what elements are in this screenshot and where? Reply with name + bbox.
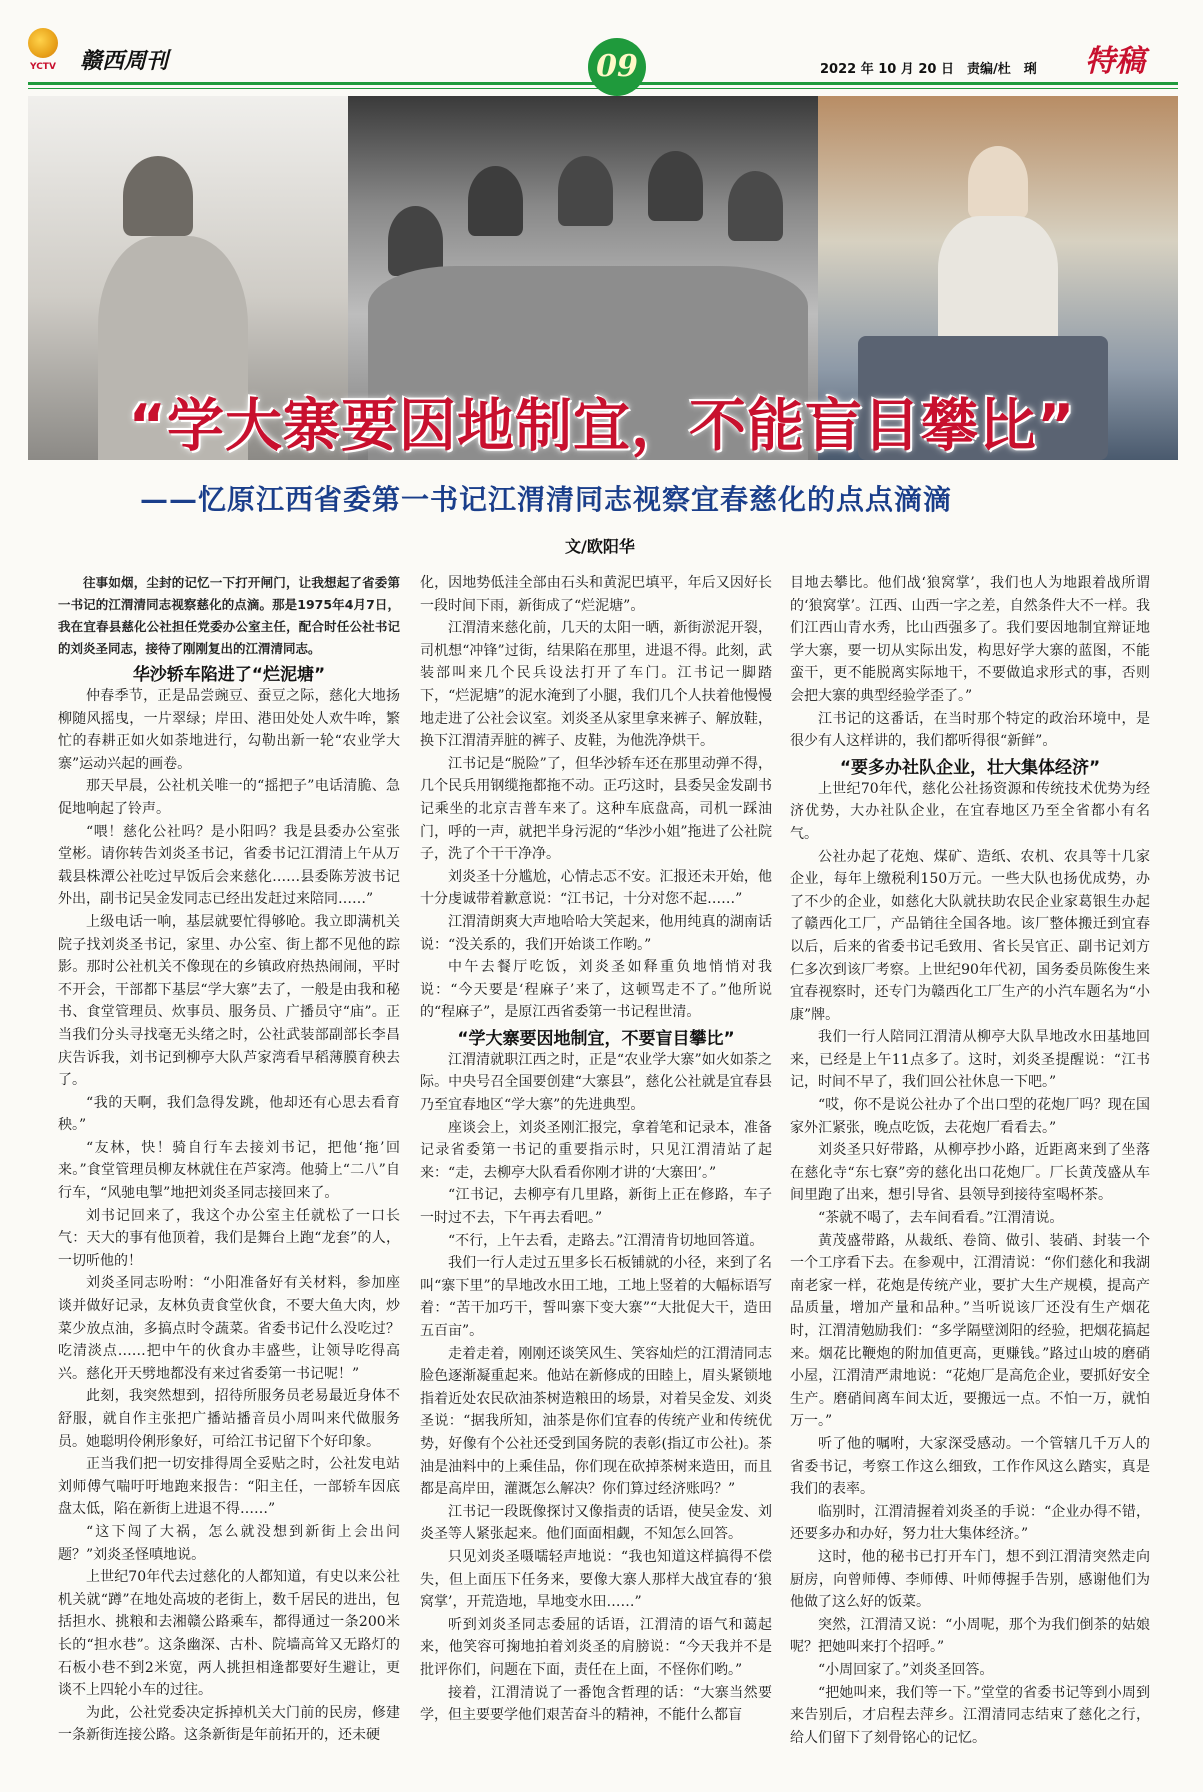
paragraph: 上世纪70年代，慈化公社扬资源和传统技术优势为经济优势，大办社队企业，在宜春地区乃至全省都小有名气。 [790, 780, 1150, 842]
figure-head-icon [468, 166, 523, 236]
paragraph: 江渭清就职江西之时，正是“农业学大寨”如火如荼之际。中央号召全国要创建“大寨县”，慈化公社就是宜春县乃至宜春地区“学大寨”的先进典型。 [420, 1051, 772, 1114]
intro-paragraph: 往事如烟，尘封的记忆一下打开闸门，让我想起了省委第一书记的江渭清同志视察慈化的点滴。那是1975年4月7日，我在宜春县慈化公社担任党委办公室主任，配合时任公社书记的刘炎圣同志，接待了刚刚复出的江渭清同志。 [58, 575, 400, 656]
paragraph: 突然，江渭清又说：“小周呢，那个为我们倒茶的姑娘呢？把她叫来打个招呼。” [790, 1616, 1150, 1656]
paper-name: 赣西周刊 [80, 48, 169, 74]
paragraph: 为此，公社党委决定拆掉机关大门前的民房，修建一条新街连接公路。这条新街是年前拓开的，还未硬 [58, 1704, 400, 1744]
article-column-1 [58, 572, 400, 1747]
figure-head-icon [558, 156, 613, 226]
paragraph: “把她叫来，我们等一下。”堂堂的省委书记等到小周到来告别后，才启程去萍乡。江渭清同志结束了慈化之行，给人们留下了刻骨铭心的记忆。 [790, 1684, 1150, 1746]
paragraph: “我的天啊，我们急得发跳，他却还有心思去看育秧。” [58, 1094, 400, 1134]
paragraph: 江书记的这番话，在当时那个特定的政治环境中，是很少有人这样讲的，我们都听得很“新鲜”。 [790, 710, 1150, 750]
paragraph: 我们一行人走过五里多长石板铺就的小径，来到了名叫“寨下里”的旱地改水田工地，工地上竖着的大幅标语写着：“苦干加巧干，誓叫寨下变大寨”“大批促大干，造田五百亩”。 [420, 1255, 772, 1339]
paragraph: “哎，你不是说公社办了个出口型的花炮厂吗？现在国家外汇紧张，晚点吃饭，去花炮厂看看去。” [790, 1097, 1150, 1136]
paragraph: 江书记是“脱险”了，但华沙轿车还在那里动弹不得，几个民兵用钢缆拖都拖不动。正巧这时，县委吴金发副书记乘坐的北京吉普车来了。这种车底盘高，司机一踩油门，呼的一声，就把半身污泥的“华沙小姐”拖进了公社院子，洗了个干干净净。 [420, 755, 772, 863]
paragraph: 那天早晨，公社机关唯一的“摇把子”电话清脆、急促地响起了铃声。 [58, 778, 400, 817]
article-column-2 [420, 572, 772, 1727]
paragraph: 这时，他的秘书已打开车门，想不到江渭清突然走向厨房，向曾师傅、李师傅、叶师傅握手告别，感谢他们为他做了这么好的饭菜。 [790, 1548, 1150, 1611]
paragraph: 刘炎圣十分尴尬，心情忐忑不安。汇报还未开始，他十分虔诚带着歉意说：“江书记，十分对您不起……” [420, 868, 772, 908]
section-heading-1: 华沙轿车陷进了“烂泥塘” [132, 665, 326, 685]
paragraph: 江渭清朗爽大声地哈哈大笑起来，他用纯真的湖南话说：“没关系的，我们开始谈工作哟。” [420, 913, 772, 953]
paragraph: 上级电话一响，基层就要忙得够呛。我立即满机关院子找刘炎圣书记，家里、办公室、街上都不见他的踪影。那时公社机关不像现在的乡镇政府热热闹闹，平时不开会，干部都下基层“学大寨”去了，一般是由我和秘书、食堂管理员、炊事员、服务员、广播员守“庙”。正当我们分头寻找毫无头绪之时，公社武装部副部长李昌庆告诉我，刘书记到柳亭大队芦家湾看早稻薄膜育秧去了。 [58, 913, 400, 1089]
paragraph: “不行，上午去看，走路去。”江渭清肯切地回答道。 [448, 1232, 764, 1249]
paragraph: “友林，快！骑自行车去接刘书记，把他‘拖’回来。”食堂管理员柳友林就住在芦家湾。他骑上“二八”自行车，“风驰电掣”地把刘炎圣同志接回来了。 [58, 1139, 400, 1202]
paragraph: “小周回家了。”刘炎圣回答。 [818, 1661, 994, 1678]
paragraph: 江渭清来慈化前，几天的太阳一晒，新街淤泥开裂，司机想“冲锋”过街，结果陷在那里，进退不得。此刻，武装部叫来几个民兵设法打开了车门。江书记一脚踏下，“烂泥塘”的泥水淹到了小腿，我们几个人扶着他慢慢地走进了公社会议室。刘炎圣从家里拿来裤子、解放鞋，换下江渭清弄脏的裤子、皮鞋，为他洗净烘干。 [420, 620, 772, 750]
paragraph: 化，因地势低洼全部由石头和黄泥巴填平，年后又因好长一段时间下雨，新街成了“烂泥塘”。 [420, 575, 772, 614]
section-heading-2: “学大寨要因地制宜，不要盲目攀比” [457, 1028, 735, 1049]
page-number-badge: 09 [588, 38, 646, 96]
subheadline: ——忆原江西省委第一书记江渭清同志视察宜春慈化的点点滴滴 [140, 483, 953, 516]
paragraph: 上世纪70年代去过慈化的人都知道，有史以来公社机关就“蹲”在地处高坡的老街上，数千居民的进出，包括担水、挑粮和去湘赣公路乘车，都得通过一条200米长的“担水巷”。这条幽深、古朴、院墙高耸又无路灯的石板小巷不到2米宽，两人挑担相逢都要好生避让，更谈不上四轮小车的过往。 [58, 1569, 400, 1699]
paragraph: “喂！慈化公社吗？是小阳吗？我是县委办公室张堂彬。请你转告刘炎圣书记，省委书记江渭清上午从万载县株潭公社吃过早饭后会来慈化……县委陈芳波书记外出，副书记吴金发同志已经出发赶过来陪同……” [58, 823, 400, 908]
paragraph: 座谈会上，刘炎圣刚汇报完，拿着笔和记录本，准备记录省委第一书记的重要指示时，只见江渭清站了起来：“走，去柳亭大队看看你刚才讲的‘大寨田’。” [420, 1119, 772, 1181]
paragraph: 江书记一段既像探讨又像指责的话语，使吴金发、刘炎圣等人紧张起来。他们面面相觑，不知怎么回答。 [420, 1503, 772, 1543]
paragraph: 中午去餐厅吃饭，刘炎圣如释重负地悄悄对我说：“今天要是‘程麻子’来了，这顿骂走不了。”他所说的“程麻子”，是原江西省委第一书记程世清。 [420, 959, 772, 1021]
paragraph: 听了他的嘱咐，大家深受感动。一个管辖几千万人的省委书记，考察工作这么细致，工作作风这么踏实，真是我们的表率。 [790, 1435, 1150, 1498]
section-heading-3: “要多办社队企业，壮大集体经济” [839, 757, 1101, 778]
article-column-3 [790, 572, 1150, 1749]
paragraph: 刘炎圣只好带路，从柳亭抄小路，近距离来到了坐落在慈化寺“东七寮”旁的慈化出口花炮厂。厂长黄茂盛从车间里跑了出来，想引导省、县领导到接待室喝杯茶。 [790, 1142, 1150, 1204]
paragraph: 临别时，江渭清握着刘炎圣的手说：“企业办得不错，还要多办和办好，努力壮大集体经济。” [790, 1503, 1150, 1543]
paragraph: 正当我们把一切安排得周全妥贴之时，公社发电站刘师傅气喘吁吁地跑来报告：“阳主任，一部轿车因底盘太低，陷在新街上进退不得……” [58, 1456, 400, 1518]
paragraph: 走着走着，刚刚还谈笑风生、笑容灿烂的江渭清同志脸色逐渐凝重起来。他站在新修成的田睦上，眉头紧锁地指着近处农民砍油茶树造粮田的场景，对着吴金发、刘炎圣说：“据我所知，油茶是你们宜春的传统产业和传统优势，好像有个公社还受到国务院的表彰(指辽市公社)。茶油是油料中的上乘佳品，你们现在砍掉茶树来造田，而且都是高岸田，灌溉怎么解决？你们算过经济账吗？” [420, 1345, 772, 1498]
masthead [0, 0, 1203, 86]
yctv-logo-icon [28, 28, 58, 58]
paragraph: 刘书记回来了，我这个办公室主任就松了一口长气：天大的事有他顶着，我们是舞台上跑“龙套”的人，一切听他的！ [58, 1207, 400, 1269]
section-tag: 特稿 [1085, 44, 1145, 79]
paragraph: 目地去攀比。他们战‘狼窝掌’，我们也人为地跟着战所谓的‘狼窝掌’。江西、山西一字之差，自然条件大不一样。我们江西山青水秀，比山西强多了。我们要因地制宜辩证地学大寨，要一切从实际出发，构思好学大寨的蓝图，不能蛮干，更不能脱离实际地干，不要做追求形式的事，否则会把大寨的典型经验学歪了。” [790, 575, 1150, 704]
paragraph: 只见刘炎圣嗫嚅轻声地说：“我也知道这样搞得不偿失，但上面压下任务来，要像大寨人那样大战宜春的‘狼窝掌’，开荒造地，旱地变水田……” [420, 1548, 772, 1611]
date-editor-line: 2022 年 10 月 20 日 责编/杜 琍 [820, 62, 1037, 77]
paragraph: 公社办起了花炮、煤矿、造纸、农机、农具等十几家企业，每年上缴税利150万元。一些大队也扬优成势，办了不少的企业，如慈化大队就扶助农民企业家葛银生办起了赣西化工厂，产品销往全国各地。该厂整体搬迁到宜春以后，后来的省委书记毛致用、省长吴官正、副书记刘方仁多次到该厂考察。上世纪90年代初，国务委员陈俊生来宜春视察时，还专门为赣西化工厂生产的小汽车题名为“小康”牌。 [790, 848, 1150, 1023]
figure-head-icon [728, 171, 783, 241]
paragraph: 黄茂盛带路，从裁纸、卷筒、做引、装硝、封装一个一个工序看下去。在参观中，江渭清说：“你们慈化和我湖南老家一样，花炮是传统产业，要扩大生产规模，提高产品质量，增加产量和品种。”当听说该厂还没有生产烟花时，江渭清勉励我们：“多学隔壁浏阳的经验，把烟花搞起来。烟花比鞭炮的附加值更高，更赚钱。”路过山坡的磨硝小屋，江渭清严肃地说：“花炮厂是高危企业，要抓好安全生产。磨硝间离车间太近，要搬远一点。不怕一万，就怕万一。” [790, 1232, 1150, 1430]
headline: “学大寨要因地制宜，不能盲目攀比” [128, 393, 1076, 459]
figure-head-icon [968, 146, 1028, 218]
paragraph: “这下闯了大祸，怎么就没想到新街上会出问题？”刘炎圣怪嗔地说。 [58, 1523, 400, 1563]
paragraph: “江书记，去柳亭有几里路，新街上正在修路，车子一时过不去，下午再去看吧。” [420, 1187, 772, 1227]
paragraph: “茶就不喝了，去车间看看。”江渭清说。 [818, 1210, 1064, 1227]
paragraph: 我们一行人陪同江渭清从柳亭大队旱地改水田基地回来，已经是上午11点多了。这时，刘炎圣提醒说：“江书记，时间不早了，我们回公社休息一下吧。” [790, 1029, 1150, 1091]
figure-head-icon [123, 156, 193, 236]
paragraph: 刘炎圣同志吩咐：“小阳准备好有关材料，参加座谈并做好记录，友林负责食堂伙食，不要大鱼大肉，炒菜少放点油，多搞点时令蔬菜。省委书记什么没吃过？吃清淡点……把中午的伙食办丰盛些，让领导吃得高兴。慈化开天劈地都没有来过省委第一书记呢！” [58, 1275, 400, 1382]
paragraph: 仲春季节，正是品尝豌豆、蚕豆之际，慈化大地扬柳随风摇曳，一片翠绿；岸田、港田处处人欢牛哞，繁忙的春耕正如火如荼地进行，勾勒出新一轮“农业学大寨”运动兴起的画卷。 [58, 688, 400, 772]
author-byline: 文/欧阳华 [565, 537, 635, 556]
paragraph: 听到刘炎圣同志委屈的话语，江渭清的语气和蔼起来，他笑容可掬地拍着刘炎圣的肩膀说：“今天我并不是批评你们，问题在下面，责任在上面，不怪你们哟。” [420, 1616, 772, 1678]
paragraph: 此刻，我突然想到，招待所服务员老易最近身体不舒服，就自作主张把广播站播音员小周叫来代做服务员。她聪明伶俐形象好，可给江书记留下个好印象。 [58, 1388, 400, 1450]
paragraph: 接着，江渭清说了一番饱含哲理的话：“大寨当然要学，但主要要学他们艰苦奋斗的精神，不能什么都盲 [420, 1684, 772, 1724]
logo-text: YCTV [30, 62, 56, 72]
figure-head-icon [648, 151, 703, 221]
figure-head-icon [388, 206, 443, 276]
